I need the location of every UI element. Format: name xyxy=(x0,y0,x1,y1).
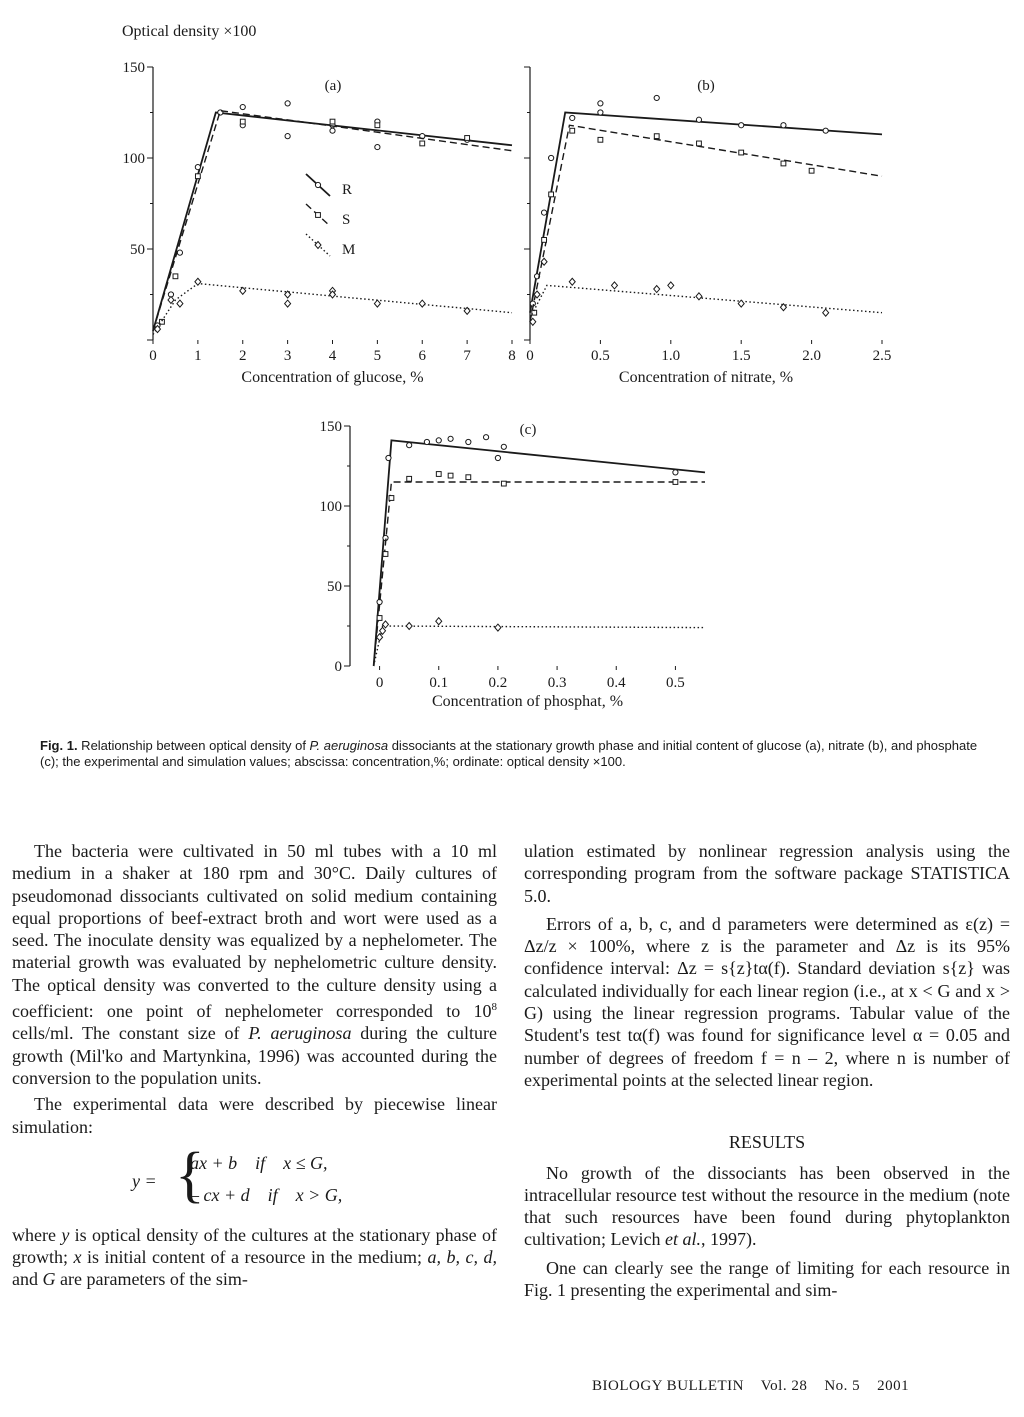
x-tick-label: 3 xyxy=(283,348,292,364)
data-point-S xyxy=(542,238,547,243)
data-point-R xyxy=(407,443,412,448)
paragraph-methods: The bacteria were cultivated in 50 ml tubes with a 10 ml medium in a shaker at 180 rpm and 30°C. Daily cultures of pseudomonad dissociants cultivated on solid medium containing equal proportions of beef-extract broth and wort were used as a seed. The inoculate density was equalized by a nephelometer. The material growth was evaluated by nephelometric culture density. The optical density was converted to the culture density using a coefficient: one point of nephelometer corresponded to $10^8$ cells/ml. The constant size of P. aeruginosa during the culture growth (Mil'ko and Martynkina, 1996) was accounted during the conversion to the population units. xyxy=(12,841,497,1088)
data-point-R xyxy=(739,123,744,128)
series-line-S xyxy=(530,125,882,322)
data-point-R xyxy=(654,95,659,100)
x-tick-label: 0.5 xyxy=(666,675,685,691)
x-tick-label: 2.5 xyxy=(872,348,892,364)
data-point-S xyxy=(375,123,380,128)
y-axis-label: Optical density ×100 xyxy=(122,23,257,40)
caption-text: Relationship between optical density of xyxy=(77,738,310,753)
legend-label-M: M xyxy=(342,242,356,258)
data-point-S xyxy=(407,476,412,481)
section-heading-results: RESULTS xyxy=(728,1132,806,1153)
y-tick-label: 50 xyxy=(327,579,342,595)
data-point-S xyxy=(330,119,335,124)
data-point-R xyxy=(424,439,429,444)
data-point-S xyxy=(781,161,786,166)
x-axis-label: Concentration of glucose, % xyxy=(241,369,424,386)
data-point-R xyxy=(598,101,603,106)
data-point-M xyxy=(419,300,425,307)
data-point-S xyxy=(240,119,245,124)
legend xyxy=(306,174,355,258)
data-point-M xyxy=(569,278,575,285)
data-point-M xyxy=(654,286,660,293)
paragraph-errors: Errors of a, b, c, and d parameters were determined as ε(z) = Δz/z × 100%, where z is the parameter and Δz is its 95% confidence interval: Δz = s{z}tα(f). Standard deviation s{z} was calculated individually for each linear region (i.e., at x < G and x > G) using the linear regression programs. Tabular value of the Student's test tα(f) was found for significance level α = 0.05 and number of degrees of freedom f = n – 2, where n is number of experimental points at the selected linear region. xyxy=(524,913,1010,1090)
x-tick-label: 0 xyxy=(149,348,157,364)
data-point-M xyxy=(406,623,412,630)
data-point-S xyxy=(570,128,575,133)
journal-year: 2001 xyxy=(877,1378,910,1394)
data-point-R xyxy=(285,101,290,106)
series-line-M xyxy=(530,285,882,318)
data-point-S xyxy=(173,274,178,279)
paragraph-simulation: The experimental data were described by piecewise linear simulation: xyxy=(12,1094,497,1137)
paragraph-where: where y is optical density of the cultures at the stationary phase of growth; x is initial content of a resource in the medium; a, b, c, d, and G are parameters of the sim- xyxy=(12,1224,497,1290)
data-point-M xyxy=(195,278,201,285)
x-tick-label: 1.0 xyxy=(661,348,681,364)
x-tick-label: 0.5 xyxy=(591,348,610,364)
data-point-S xyxy=(436,472,441,477)
caption-text-rest: dissociants at the stationary growth phase and initial content of glucose (a), nitrate (b), and phosphate (c); the experimental and simulation values; abscissa: concentration,%; ordinate: optical density ×100. xyxy=(40,738,978,769)
data-point-R xyxy=(375,144,380,149)
data-point-M xyxy=(168,296,174,303)
data-point-R xyxy=(598,110,603,115)
x-tick-label: 0.2 xyxy=(488,675,508,691)
data-point-S xyxy=(501,481,506,486)
data-point-R xyxy=(823,128,828,133)
data-point-M xyxy=(668,282,674,289)
y-tick-label: 50 xyxy=(130,242,145,258)
data-point-R xyxy=(240,104,245,109)
x-tick-label: 7 xyxy=(463,348,471,364)
y-tick-label: 150 xyxy=(122,60,145,76)
data-point-R xyxy=(673,470,678,475)
panel-a xyxy=(123,60,516,386)
data-point-R xyxy=(696,117,701,122)
panel-label: (b) xyxy=(697,78,715,94)
x-tick-label: 0 xyxy=(526,348,534,364)
data-point-S xyxy=(739,150,744,155)
data-point-R xyxy=(549,155,554,160)
series-line-S xyxy=(374,482,705,666)
data-point-S xyxy=(598,137,603,142)
data-point-R xyxy=(781,123,786,128)
left-column xyxy=(12,840,497,1291)
data-point-S xyxy=(448,473,453,478)
y-tick-label: 150 xyxy=(319,419,342,435)
x-tick-label: 5 xyxy=(373,348,382,364)
x-tick-label: 2.0 xyxy=(802,348,821,364)
data-point-R xyxy=(541,210,546,215)
x-tick-label: 1.5 xyxy=(731,348,751,364)
x-tick-label: 0.3 xyxy=(547,675,567,691)
x-tick-label: 0.4 xyxy=(606,675,626,691)
data-point-S xyxy=(697,141,702,146)
data-point-M xyxy=(177,300,183,307)
caption-species: P. aeruginosa xyxy=(309,738,389,753)
data-point-S xyxy=(673,480,678,485)
data-point-S xyxy=(809,168,814,173)
x-axis-label: Concentration of phosphat, % xyxy=(431,693,624,710)
x-axis-label: Concentration of nitrate, % xyxy=(618,369,794,386)
panel-b xyxy=(524,67,891,386)
data-point-M xyxy=(495,624,501,631)
panel-c xyxy=(320,419,706,710)
data-point-S xyxy=(389,496,394,501)
data-point-S xyxy=(420,141,425,146)
data-point-R xyxy=(483,435,488,440)
legend-label-R: R xyxy=(342,182,353,198)
data-point-R xyxy=(285,134,290,139)
x-tick-label: 0 xyxy=(375,675,384,691)
series-line-R xyxy=(530,113,882,313)
x-tick-label: 6 xyxy=(418,348,426,364)
x-tick-label: 8 xyxy=(508,348,516,364)
paragraph-results-2: One can clearly see the range of limiting for each resource in Fig. 1 presenting the experimental and sim- xyxy=(524,1257,1010,1301)
data-point-R xyxy=(570,115,575,120)
paragraph-continued: ulation estimated by nonlinear regression analysis using the corresponding program from the software package STATISTICA 5.0. xyxy=(524,841,1010,906)
data-point-R xyxy=(436,438,441,443)
data-point-M xyxy=(696,293,702,300)
data-point-R xyxy=(501,444,506,449)
data-point-M xyxy=(383,621,389,628)
y-tick-label: 100 xyxy=(319,499,342,515)
y-tick-label: 100 xyxy=(122,151,145,167)
series-line-M xyxy=(374,626,705,666)
data-point-R xyxy=(466,439,471,444)
data-point-S xyxy=(466,475,471,480)
data-point-S xyxy=(465,136,470,141)
x-tick-label: 4 xyxy=(328,348,337,364)
journal-name: BIOLOGY BULLETIN xyxy=(592,1378,745,1394)
legend-label-S: S xyxy=(342,212,351,228)
data-point-R xyxy=(330,128,335,133)
journal-volume: Vol. 28 xyxy=(760,1378,808,1394)
legend-marker-S xyxy=(316,213,321,218)
panel-label: (c) xyxy=(519,422,537,438)
piecewise-equation: y = { ax + b if x ≤ G, – cx + d if x > G, xyxy=(132,1140,343,1209)
data-point-R xyxy=(448,436,453,441)
data-point-R xyxy=(386,455,391,460)
x-tick-label: 1 xyxy=(194,348,202,364)
right-column xyxy=(524,840,1010,1301)
data-point-R xyxy=(495,455,500,460)
data-point-S xyxy=(383,552,388,557)
series-line-R xyxy=(374,440,705,666)
data-point-M xyxy=(374,300,380,307)
legend-marker-R xyxy=(315,182,320,187)
data-point-S xyxy=(377,616,382,621)
data-point-R xyxy=(195,165,200,170)
data-point-S xyxy=(654,134,659,139)
paragraph-results-1: No growth of the dissociants has been observed in the intracellular resource test without the resource in the medium (note that such resources have been found during phytoplankton cultivation; Levich et al., 1997). xyxy=(524,1162,1010,1250)
caption-lead: Fig. 1. xyxy=(40,738,78,753)
y-tick-label: 0 xyxy=(334,659,342,675)
page-footer xyxy=(592,1378,909,1395)
journal-number: No. 5 xyxy=(824,1378,861,1394)
data-point-M xyxy=(611,282,617,289)
data-point-M xyxy=(436,618,442,625)
x-tick-label: 2 xyxy=(239,348,247,364)
figure-caption xyxy=(40,738,985,770)
data-point-M xyxy=(738,300,744,307)
data-point-M xyxy=(823,309,829,316)
data-point-S xyxy=(549,192,554,197)
x-tick-label: 0.1 xyxy=(429,675,449,691)
data-point-M xyxy=(377,634,383,641)
data-point-S xyxy=(195,174,200,179)
data-point-M xyxy=(285,300,291,307)
panel-label: (a) xyxy=(324,78,342,94)
